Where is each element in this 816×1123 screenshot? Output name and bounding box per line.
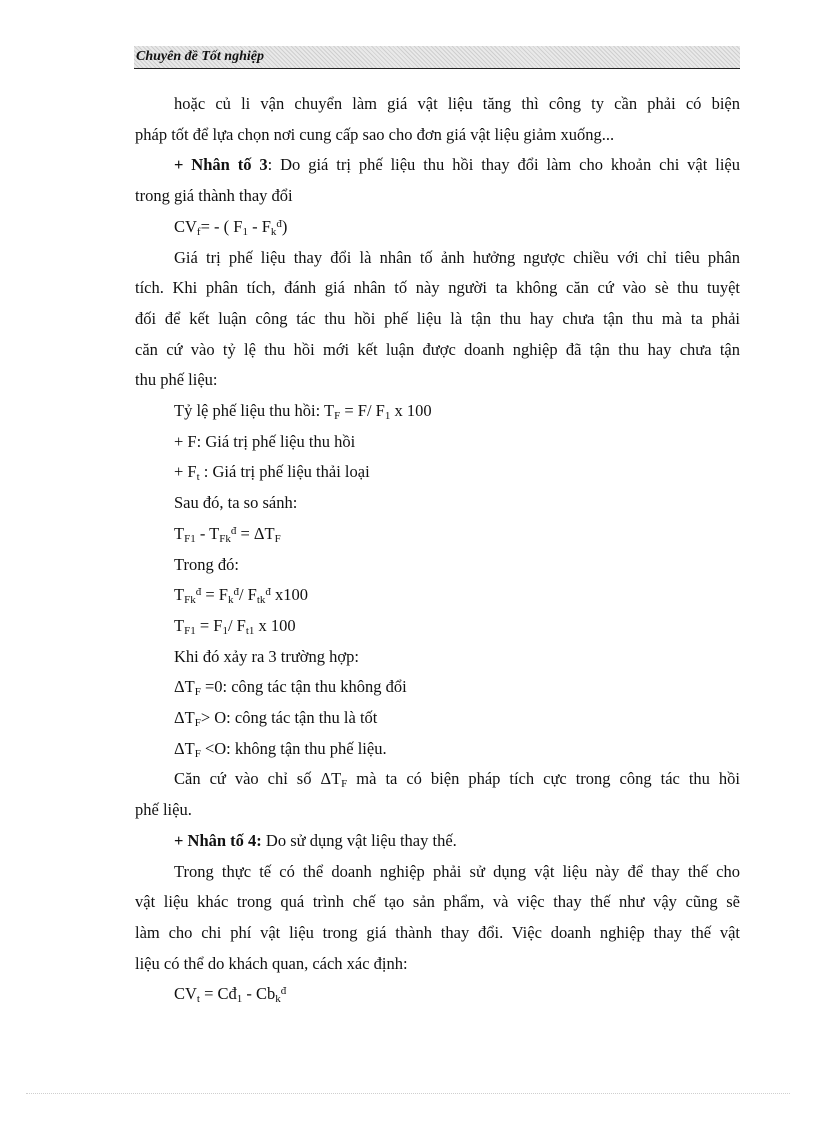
factor-4-text: Do sử dụng vật liệu thay thế. [261,830,457,850]
paragraph-line: Sau đó, ta so sánh: [174,493,298,513]
formula-tfk: $T_{Fk}^đ = F_k^đ/$ $F_{tk}^đ$ x100 [174,585,309,607]
paragraph-line: trong giá thành thay đổi [135,186,293,206]
paragraph-line: Trong đó: [174,554,239,574]
paragraph-line: tích. Khi phân tích, đánh giá nhân tố này người ta không căn cứ vào sè thu tuyệt [135,278,740,298]
definition-f: + F: Giá trị phế liệu thu hồi [174,431,356,451]
case-3: $\Delta T_F <O$: không tận thu phế liệu. [174,738,387,760]
paragraph-line: hoặc củ li vận chuyển làm giá vật liệu tăng thì công ty cần phải có biện [174,94,740,113]
paragraph-line: pháp tốt để lựa chọn nơi cung cấp sao cho đơn giá vật liệu giảm xuống... [135,124,615,144]
case-2: $\Delta T_F> O$: công tác tận thu là tốt [174,708,378,730]
formula-cvt: $CV_t$ = $Cđ_1 - Cb_k^đ$ [174,984,287,1006]
formula-tf1: $T_{F1} = F_1/$ $F_{t1}$ x 100 [174,615,296,637]
page-footer-rule [26,1093,790,1094]
page-header [134,46,740,69]
paragraph-line: Khi đó xảy ra 3 trường hợp: [174,646,359,666]
factor-3-line [135,150,740,181]
factor-4-line [135,826,740,857]
paragraph-line: Giá trị phế liệu thay đổi là nhân tố ảnh hưởng ngược chiều với chỉ tiêu phân [174,247,740,267]
paragraph-line: Căn cứ vào chỉ số $\Delta T_F$ mà ta có biện pháp tích cực trong công tác thu hồi [174,769,740,791]
document-body [135,89,740,1010]
paragraph-line: làm cho chi phí vật liệu trong giá thành thay đổi. Việc doanh nghiệp thay thế vật [135,922,740,942]
paragraph-line: căn cứ vào tỷ lệ thu hồi mới kết luận được doanh nghiệp đã tận thu hay chưa tận [135,339,740,359]
formula-scrap-ratio: Tỷ lệ phế liệu thu hồi: $T_F = F/$ $F_1$ x 100 [174,401,432,423]
factor-3-label: + Nhân tố 3 [174,155,268,175]
paragraph-line: Trong thực tế có thể doanh nghiệp phải sử dụng vật liệu này để thay thế cho [174,861,740,881]
paragraph-line: thu phế liệu: [135,370,218,390]
case-1: $\Delta T_F =0$: công tác tận thu không đổi [174,677,407,699]
formula-delta: $T_{F1} - T_{Fk}^đ = \Delta T_F$ [174,523,281,545]
paragraph-line: liệu có thể do khách quan, cách xác định: [135,953,408,973]
header-title: Chuyên đề Tốt nghiệp [136,49,264,64]
formula-cvf: $CV_f=$ - ( $F_1 - F_k^đ$) [174,216,288,238]
paragraph-line: đối để kết luận công tác thu hồi phế liệu là tận thu hay chưa tận thu mà ta phải [135,308,740,328]
factor-3-text: : Do giá trị phế liệu thu hồi thay đổi làm cho khoản chi vật liệu [267,155,740,175]
definition-ft: + $F_t$ : Giá trị phế liệu thải loại [174,462,370,484]
factor-4-label: + Nhân tố 4: [174,830,262,850]
paragraph-line: phế liệu. [135,800,192,820]
paragraph-line: vật liệu khác trong quá trình chế tạo sản phẩm, và việc thay thế như vậy cũng sẽ [135,892,740,912]
